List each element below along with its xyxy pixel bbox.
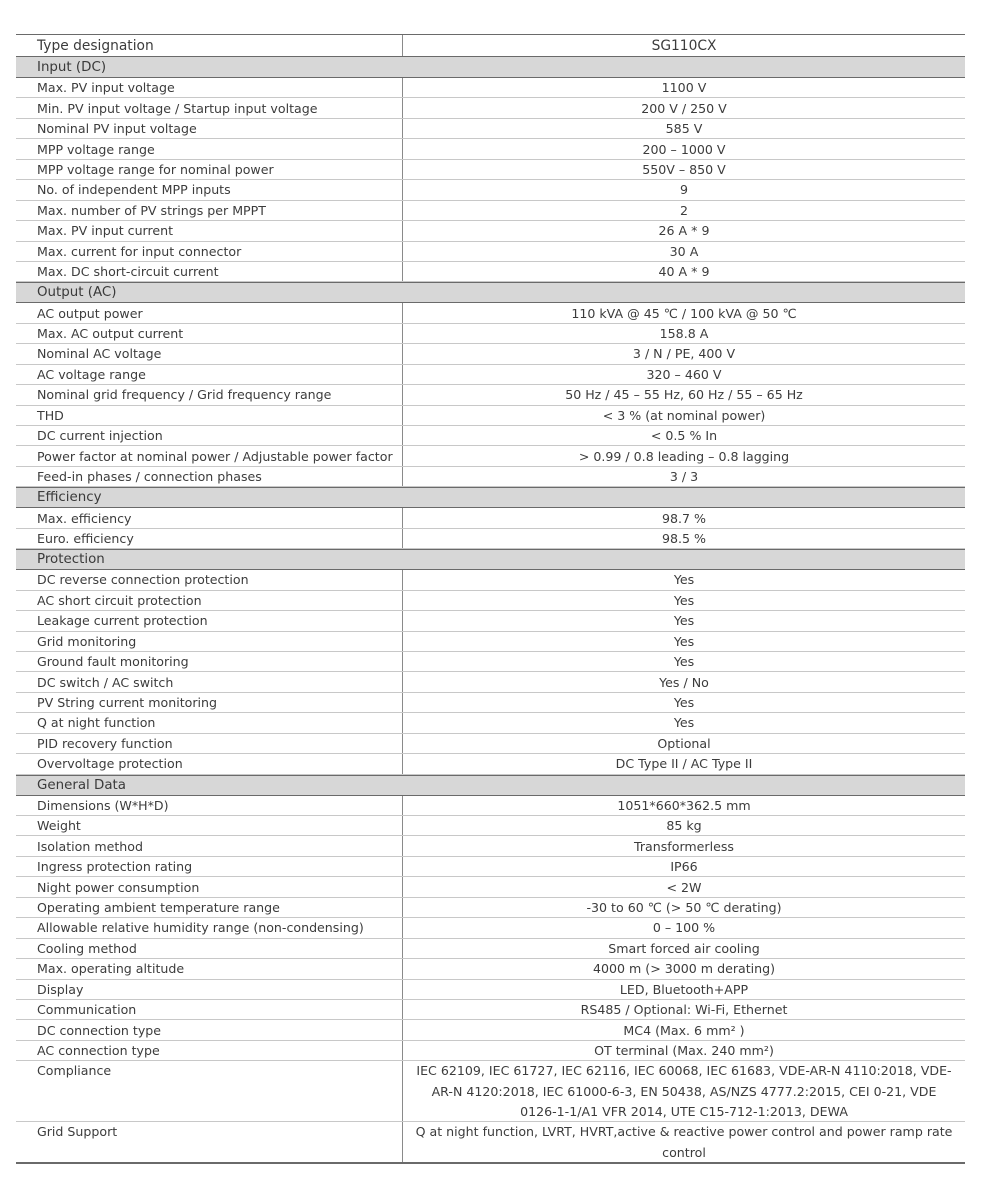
row-label: Max. operating altitude	[37, 961, 185, 977]
row-label: AC output power	[37, 305, 143, 321]
table-row	[16, 836, 965, 856]
row-value: MC4 (Max. 6 mm² )	[402, 1020, 965, 1039]
row-value: IP66	[402, 857, 965, 876]
row-value: Q at night function, LVRT, HVRT,active & reactive power control and power ramp rate control	[402, 1122, 965, 1162]
row-label: Power factor at nominal power / Adjustable power factor	[37, 448, 393, 464]
row-label: Max. AC output current	[37, 326, 184, 342]
table-row	[16, 242, 965, 262]
table-row	[16, 365, 965, 385]
row-value: 585 V	[402, 119, 965, 138]
row-label: PV String current monitoring	[37, 695, 217, 711]
row-label: Min. PV input voltage / Startup input voltage	[37, 100, 318, 116]
section-header: Protection	[16, 549, 965, 570]
table-row	[16, 570, 965, 590]
row-label: Max. number of PV strings per MPPT	[37, 202, 266, 218]
row-value: 550V – 850 V	[402, 160, 965, 179]
table-row	[16, 632, 965, 652]
table-row	[16, 467, 965, 487]
row-value: IEC 62109, IEC 61727, IEC 62116, IEC 60068, IEC 61683, VDE-AR-N 4110:2018, VDE-AR-N 4120:2018, IEC 61000-6-3, EN 50438, AS/NZS 4777.2:2015, CEI 0-21, VDE 0126-1-1/A1 VFR 2014, UTE C15-712-1:2013, DEWA	[402, 1061, 965, 1121]
table-row	[16, 898, 965, 918]
row-label: Cooling method	[37, 940, 137, 956]
row-label: Weight	[37, 818, 81, 834]
row-label: Operating ambient temperature range	[37, 899, 280, 915]
table-row	[16, 713, 965, 733]
section-header: Output (AC)	[16, 282, 965, 303]
row-label: Euro. efficiency	[37, 530, 134, 546]
row-value: Yes	[402, 570, 965, 589]
row-label: MPP voltage range	[37, 141, 155, 157]
row-label: Overvoltage protection	[37, 756, 183, 772]
table-row	[16, 201, 965, 221]
row-label: Max. PV input current	[37, 223, 174, 239]
table-header-row	[16, 34, 965, 57]
table-row	[16, 816, 965, 836]
table-row	[16, 119, 965, 139]
row-label: Grid monitoring	[37, 633, 137, 649]
spec-table	[16, 34, 965, 1164]
table-row	[16, 877, 965, 897]
row-value: OT terminal (Max. 240 mm²)	[402, 1041, 965, 1060]
row-label: Max. PV input voltage	[37, 80, 175, 96]
row-value: > 0.99 / 0.8 leading – 0.8 lagging	[402, 446, 965, 465]
table-row	[16, 98, 965, 118]
row-label: Feed-in phases / connection phases	[37, 469, 262, 485]
table-row	[16, 672, 965, 692]
table-row	[16, 734, 965, 754]
table-row	[16, 693, 965, 713]
row-value: < 0.5 % In	[402, 426, 965, 445]
row-value: 200 V / 250 V	[402, 98, 965, 117]
table-row	[16, 1041, 965, 1061]
row-value: Yes	[402, 632, 965, 651]
row-label: PID recovery function	[37, 735, 173, 751]
row-value: 40 A * 9	[402, 262, 965, 281]
row-value: 320 – 460 V	[402, 365, 965, 384]
row-value: Smart forced air cooling	[402, 939, 965, 958]
table-row	[16, 1020, 965, 1040]
section-header: Efficiency	[16, 487, 965, 508]
table-row	[16, 796, 965, 816]
table-row	[16, 344, 965, 364]
row-label: DC reverse connection protection	[37, 572, 249, 588]
row-label: Communication	[37, 1002, 137, 1018]
table-row	[16, 939, 965, 959]
section-header: Input (DC)	[16, 57, 965, 78]
row-label: Nominal grid frequency / Grid frequency range	[37, 387, 332, 403]
row-value: Transformerless	[402, 836, 965, 855]
row-value: -30 to 60 ℃ (> 50 ℃ derating)	[402, 898, 965, 917]
row-value: RS485 / Optional: Wi-Fi, Ethernet	[402, 1000, 965, 1019]
table-row	[16, 180, 965, 200]
row-value: < 2W	[402, 877, 965, 896]
table-row	[16, 446, 965, 466]
row-value: 2	[402, 201, 965, 220]
table-row	[16, 78, 965, 98]
table-row	[16, 1122, 965, 1163]
row-value: 1100 V	[402, 78, 965, 97]
table-row	[16, 918, 965, 938]
row-label: Leakage current protection	[37, 613, 208, 629]
row-value: 9	[402, 180, 965, 199]
row-label: Allowable relative humidity range (non-condensing)	[37, 920, 364, 936]
table-row	[16, 385, 965, 405]
row-label: Q at night function	[37, 715, 156, 731]
table-row	[16, 652, 965, 672]
row-label: AC connection type	[37, 1043, 160, 1059]
row-value: 3 / 3	[402, 467, 965, 486]
row-label: AC short circuit protection	[37, 592, 202, 608]
row-value: 98.7 %	[402, 508, 965, 527]
section-header: General Data	[16, 775, 965, 796]
row-value: Yes	[402, 652, 965, 671]
row-label: Night power consumption	[37, 879, 200, 895]
table-row	[16, 303, 965, 323]
table-row	[16, 160, 965, 180]
row-value: LED, Bluetooth+APP	[402, 980, 965, 999]
row-label: Display	[37, 981, 84, 997]
row-value: Yes / No	[402, 672, 965, 691]
row-label: Grid Support	[37, 1124, 118, 1140]
row-label: No. of independent MPP inputs	[37, 182, 231, 198]
row-value: < 3 % (at nominal power)	[402, 406, 965, 425]
row-value: DC Type II / AC Type II	[402, 754, 965, 773]
row-value: Yes	[402, 693, 965, 712]
row-label: DC connection type	[37, 1022, 162, 1038]
row-value: 3 / N / PE, 400 V	[402, 344, 965, 363]
row-label: DC switch / AC switch	[37, 674, 174, 690]
row-label: Ground fault monitoring	[37, 654, 189, 670]
row-label: Max. current for input connector	[37, 243, 242, 259]
table-row	[16, 262, 965, 282]
row-value: Yes	[402, 713, 965, 732]
row-label: Dimensions (W*H*D)	[37, 797, 169, 813]
table-row	[16, 1000, 965, 1020]
row-label: Nominal AC voltage	[37, 346, 162, 362]
table-row	[16, 426, 965, 446]
row-label: Nominal PV input voltage	[37, 121, 197, 137]
row-value: Optional	[402, 734, 965, 753]
table-row	[16, 529, 965, 549]
row-label: Compliance	[37, 1063, 112, 1079]
row-value: 26 A * 9	[402, 221, 965, 240]
table-row	[16, 139, 965, 159]
row-value: 30 A	[402, 242, 965, 261]
row-value: Yes	[402, 591, 965, 610]
table-row	[16, 857, 965, 877]
header-label: Type designation	[37, 37, 154, 54]
row-value: 50 Hz / 45 – 55 Hz, 60 Hz / 55 – 65 Hz	[402, 385, 965, 404]
row-value: 4000 m (> 3000 m derating)	[402, 959, 965, 978]
row-label: Max. efficiency	[37, 510, 132, 526]
row-label: MPP voltage range for nominal power	[37, 161, 274, 177]
row-label: Max. DC short-circuit current	[37, 264, 219, 280]
table-row	[16, 406, 965, 426]
row-value: Yes	[402, 611, 965, 630]
table-row	[16, 980, 965, 1000]
row-label: AC voltage range	[37, 366, 146, 382]
table-row	[16, 508, 965, 528]
table-row	[16, 611, 965, 631]
table-row	[16, 959, 965, 979]
row-value: 200 – 1000 V	[402, 139, 965, 158]
row-value: 85 kg	[402, 816, 965, 835]
row-label: THD	[37, 407, 64, 423]
row-label: Isolation method	[37, 838, 143, 854]
row-label: DC current injection	[37, 428, 163, 444]
row-value: 1051*660*362.5 mm	[402, 796, 965, 815]
row-label: Ingress protection rating	[37, 859, 193, 875]
row-value: 110 kVA @ 45 ℃ / 100 kVA @ 50 ℃	[402, 303, 965, 322]
table-row	[16, 221, 965, 241]
table-row	[16, 591, 965, 611]
header-model: SG110CX	[402, 35, 965, 56]
table-body	[16, 57, 965, 1163]
row-value: 158.8 A	[402, 324, 965, 343]
row-value: 0 – 100 %	[402, 918, 965, 937]
row-value: 98.5 %	[402, 529, 965, 548]
table-row	[16, 754, 965, 774]
table-row	[16, 324, 965, 344]
table-row	[16, 1061, 965, 1122]
